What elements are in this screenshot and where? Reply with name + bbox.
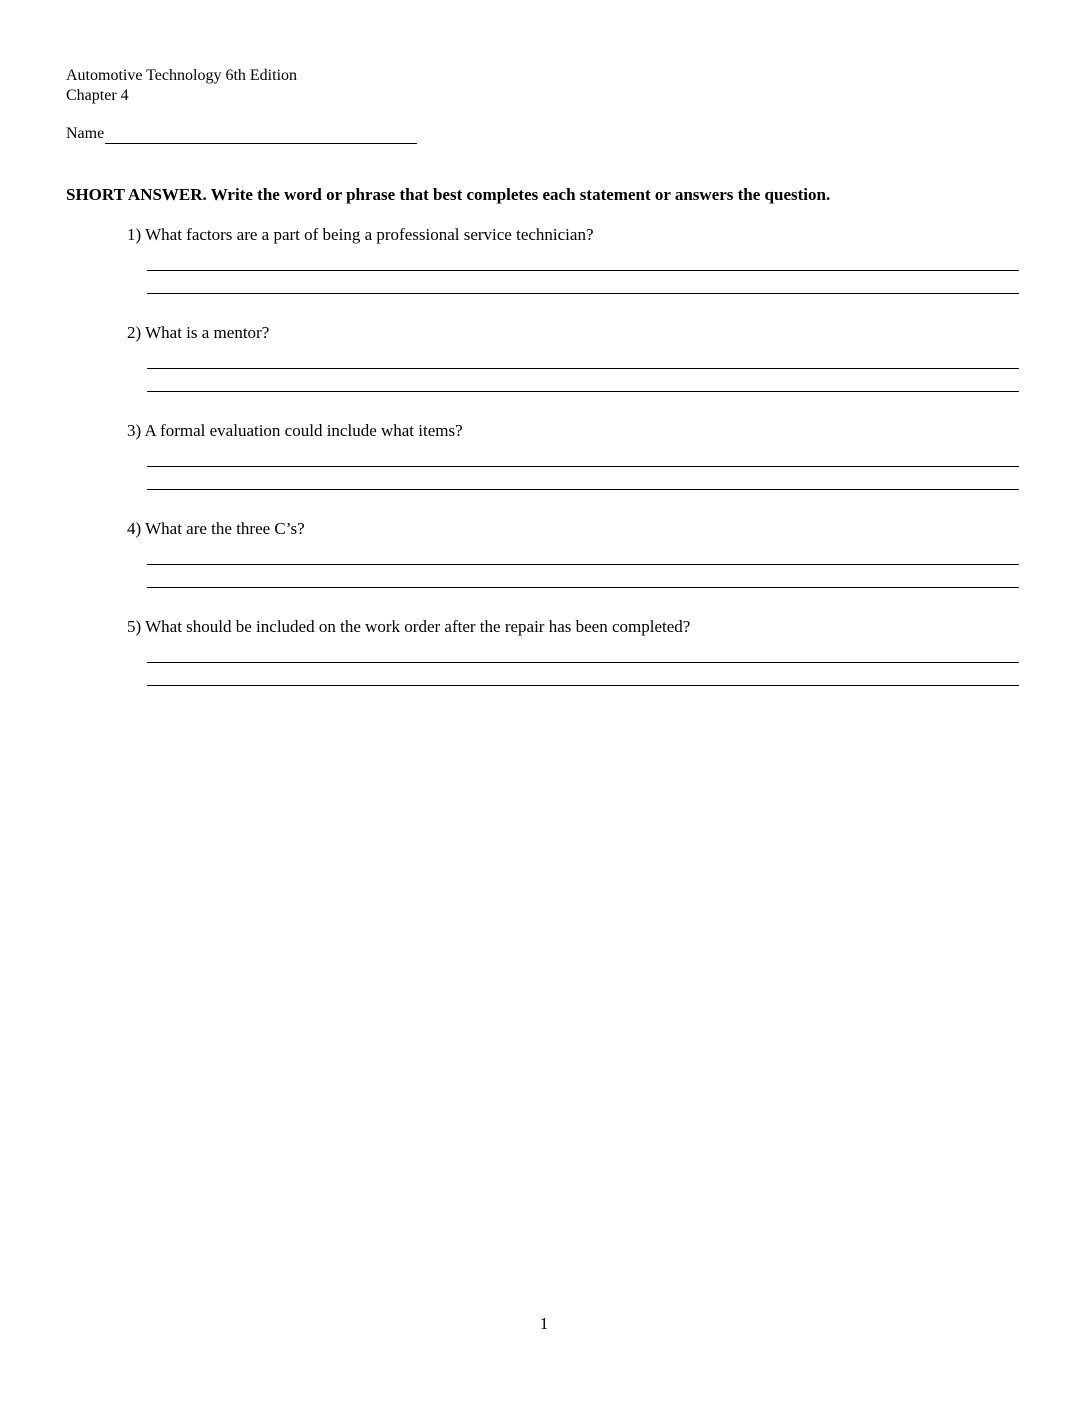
answer-line[interactable] — [147, 368, 1019, 369]
question-text: 3) A formal evaluation could include what items? — [127, 421, 463, 440]
question-item — [127, 518, 1019, 616]
question-text: 5) What should be included on the work order after the repair has been completed? — [127, 617, 691, 636]
question-item — [127, 224, 1019, 322]
answer-line[interactable] — [147, 489, 1019, 490]
section-instructions: SHORT ANSWER. Write the word or phrase that best completes each statement or answers the question. — [66, 185, 831, 204]
page-number: 1 — [539, 1314, 549, 1333]
question-item — [127, 616, 1019, 714]
answer-line[interactable] — [147, 685, 1019, 686]
answer-line[interactable] — [147, 466, 1019, 467]
question-item — [127, 420, 1019, 518]
chapter-label: Chapter 4 — [66, 87, 129, 104]
answer-line[interactable] — [147, 564, 1019, 565]
question-text: 2) What is a mentor? — [127, 323, 270, 342]
answer-line[interactable] — [147, 587, 1019, 588]
book-title: Automotive Technology 6th Edition — [66, 67, 298, 84]
question-list — [127, 224, 1019, 714]
answer-line[interactable] — [147, 391, 1019, 392]
answer-line[interactable] — [147, 270, 1019, 271]
document-header — [66, 66, 297, 106]
name-label: Name — [66, 125, 105, 142]
name-row — [66, 124, 417, 144]
question-text: 1) What factors are a part of being a professional service technician? — [127, 225, 594, 244]
answer-line[interactable] — [147, 662, 1019, 663]
question-item — [127, 322, 1019, 420]
name-field[interactable] — [105, 125, 417, 144]
question-text: 4) What are the three C’s? — [127, 519, 305, 538]
answer-line[interactable] — [147, 293, 1019, 294]
